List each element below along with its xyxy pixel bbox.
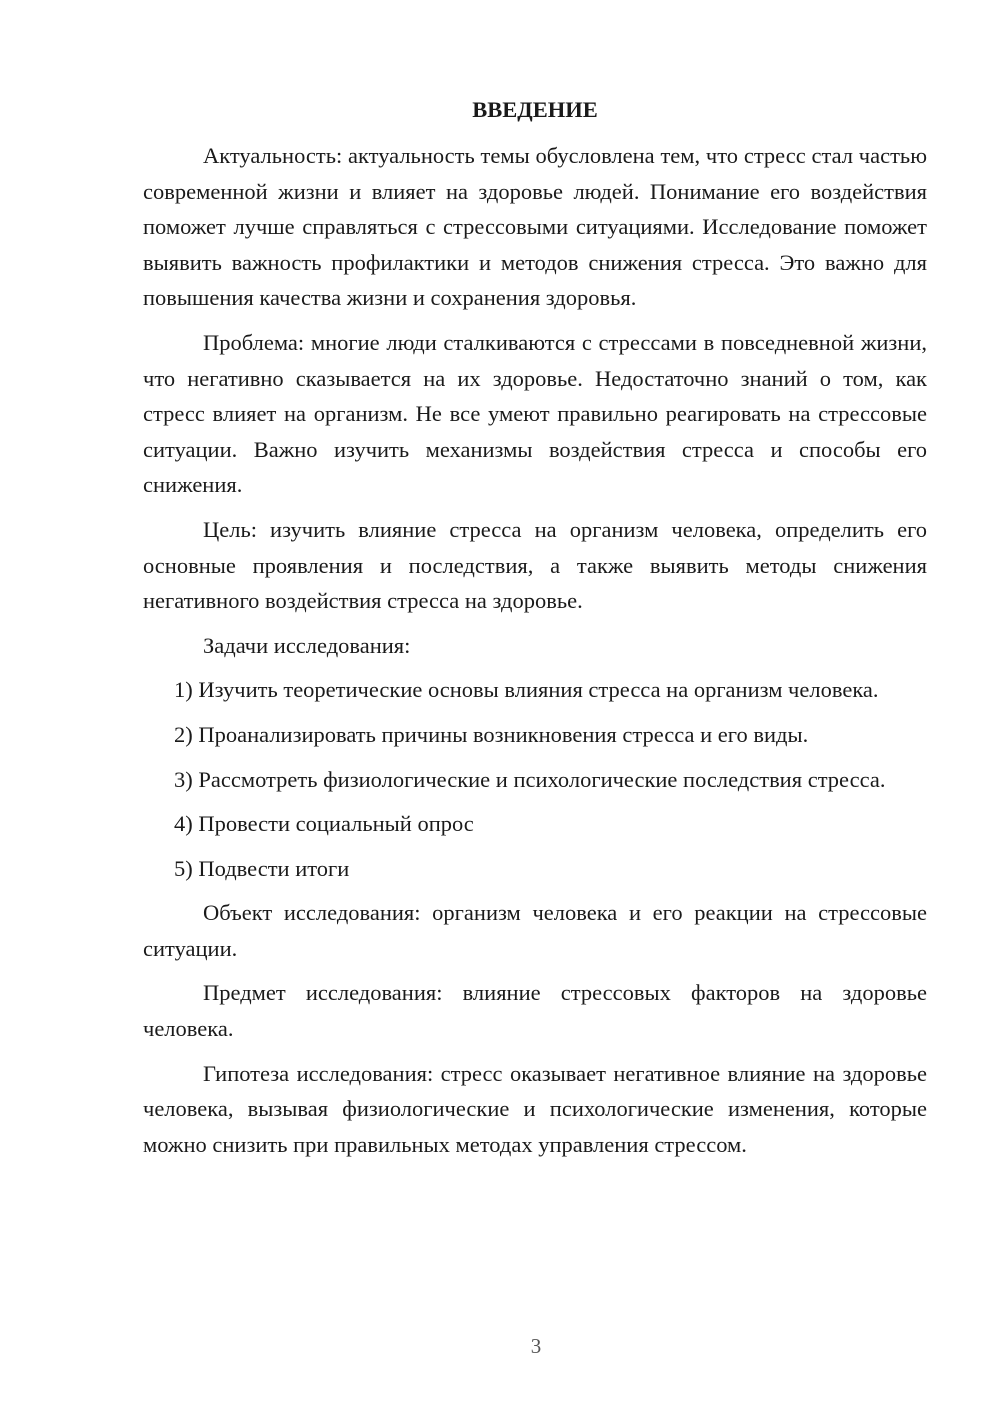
page-number: 3 <box>530 1334 542 1358</box>
subject-paragraph: Предмет исследования: влияние стрессовых факторов на здоровье человека. <box>143 980 927 1042</box>
task-item-1: 1) Изучить теоретические основы влияния стресса на организм человека. <box>174 677 879 703</box>
section-title: ВВЕДЕНИЕ <box>472 97 598 122</box>
task-item-3: 3) Рассмотреть физиологические и психологические последствия стресса. <box>174 766 886 792</box>
page-content <box>143 92 927 1162</box>
hypothesis-paragraph: Гипотеза исследования: стресс оказывает негативное влияние на здоровье человека, вызывая физиологические и психологические изменения, которые можно снизить при правильных методах управления стрессом. <box>143 1060 927 1157</box>
task-item-4: 4) Провести социальный опрос <box>174 811 474 837</box>
relevance-paragraph: Актуальность: актуальность темы обусловлена тем, что стресс стал частью современной жизни и влияет на здоровье людей. Понимание его воздействия поможет лучше справляться с стрессовыми ситуациями. Исследование поможет выявить важность профилактики и методов снижения стресса. Это важно для повышения качества жизни и сохранения здоровья. <box>143 143 927 311</box>
problem-paragraph: Проблема: многие люди сталкиваются с стрессами в повседневной жизни, что негативно сказывается на их здоровье. Недостаточно знаний о том, как стресс влияет на организм. Не все умеют правильно реагировать на стрессовые ситуации. Важно изучить механизмы воздействия стресса и способы его снижения. <box>143 329 927 498</box>
task-item-5: 5) Подвести итоги <box>174 855 350 881</box>
goal-paragraph: Цель: изучить влияние стресса на организм человека, определить его основные проявления и последствия, а также выявить методы снижения негативного воздействия стресса на здоровье. <box>143 516 927 614</box>
object-paragraph: Объект исследования: организм человека и его реакции на стрессовые ситуации. <box>143 900 927 961</box>
tasks-heading: Задачи исследования: <box>203 632 411 658</box>
task-item-2: 2) Проанализировать причины возникновения стресса и его виды. <box>174 721 809 747</box>
